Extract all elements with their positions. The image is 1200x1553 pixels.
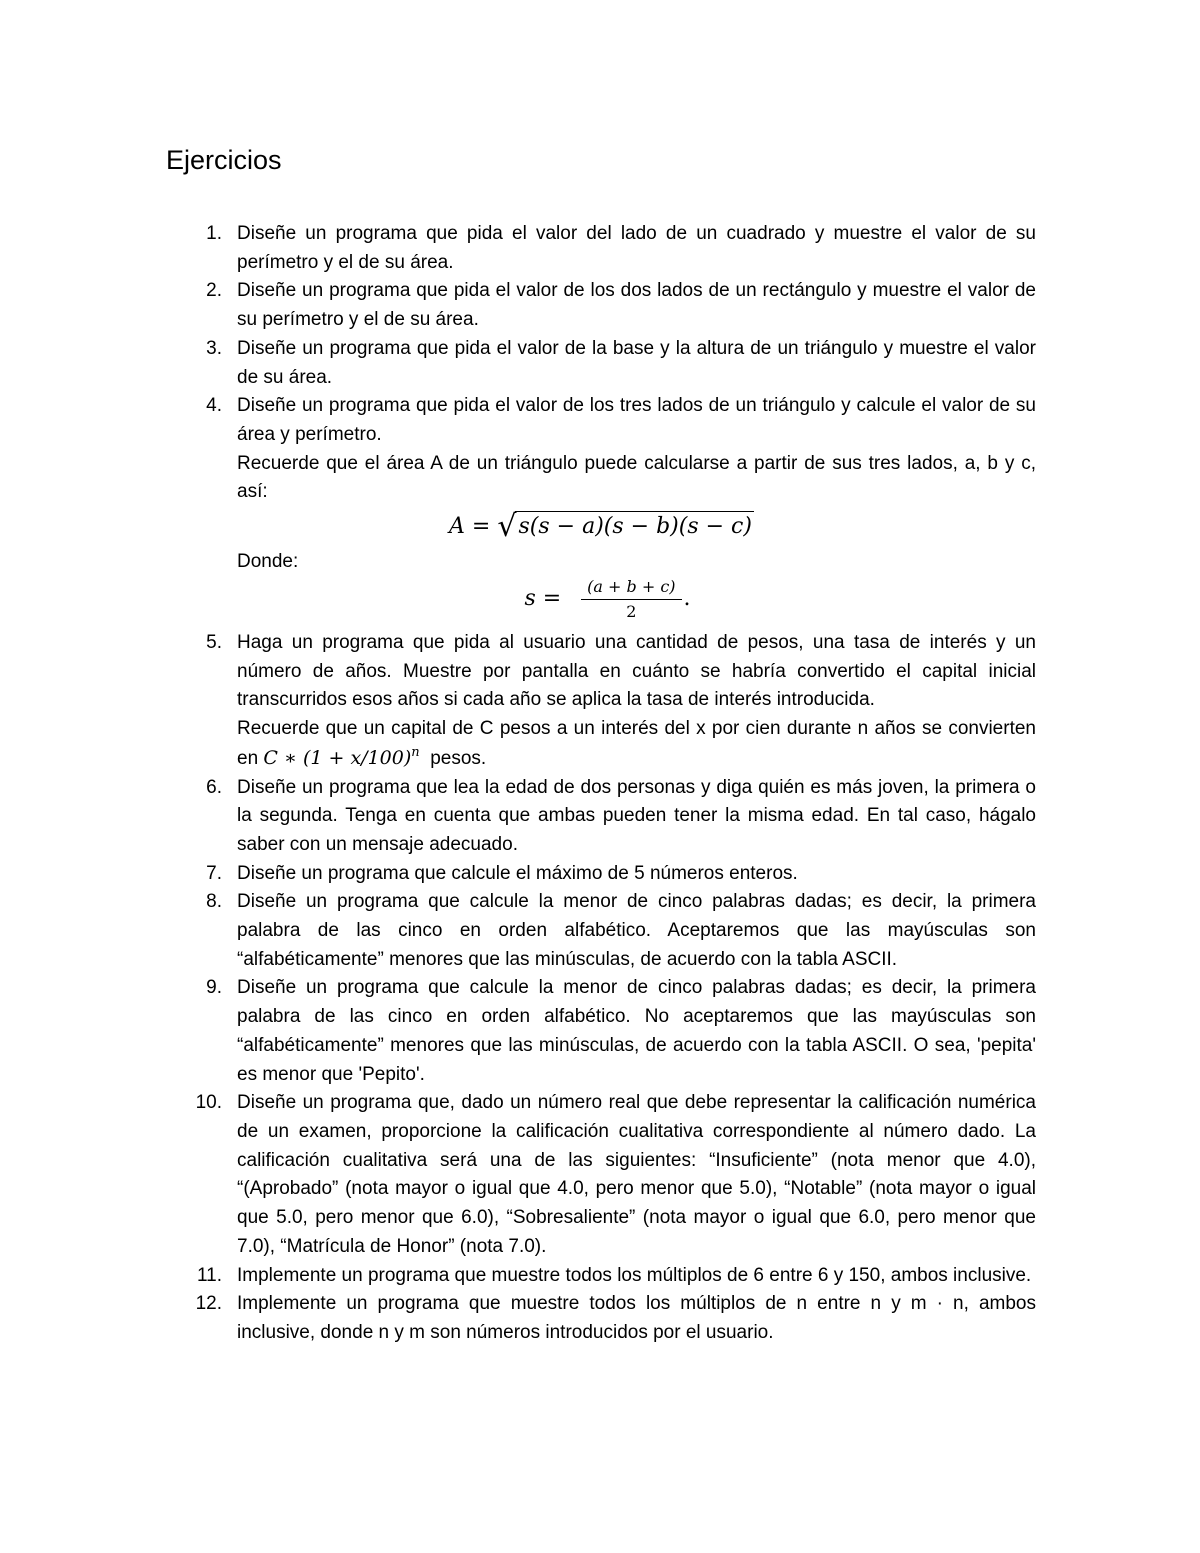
exercise-5 bbox=[166, 629, 1036, 774]
exercise-12 bbox=[166, 1290, 1036, 1347]
exercise-text: Diseñe un programa que pida el valor de los dos lados de un rectángulo y muestre el valor de su perímetro y el de su área. bbox=[237, 280, 1036, 331]
note-end: pesos. bbox=[430, 747, 487, 769]
formula-exponent: n bbox=[411, 744, 420, 760]
fraction bbox=[581, 577, 681, 622]
exercise-number: 11. bbox=[196, 1264, 222, 1286]
exercise-number: 10. bbox=[195, 1092, 222, 1114]
exercise-number: 9. bbox=[206, 977, 222, 999]
compound-interest-formula bbox=[263, 744, 420, 769]
exercise-number: 4. bbox=[206, 395, 222, 417]
exercise-text: Implemente un programa que muestre todos los múltiplos de 6 entre 6 y 150, ambos inclusive. bbox=[237, 1264, 1032, 1286]
exercise-text: Diseñe un programa que calcule el máximo de 5 números enteros. bbox=[237, 862, 798, 884]
exercise-text: Diseñe un programa que calcule la menor de cinco palabras dadas; es decir, la primera palabra de las cinco en orden alfabético. No aceptaremos que las mayúsculas son “alfabéticamente” menores que las minúsculas, de acuerdo con la tabla ASCII. O sea, 'pepita' es menor que 'Pepito'. bbox=[237, 977, 1036, 1085]
exercise-number: 6. bbox=[206, 776, 222, 798]
formula-radicand: s(s − a)(s − b)(s − c) bbox=[515, 511, 754, 542]
exercise-2 bbox=[166, 277, 1036, 334]
exercise-1 bbox=[166, 220, 1036, 277]
exercise-7 bbox=[166, 860, 1036, 889]
exercise-3 bbox=[166, 335, 1036, 392]
note-start: Recuerde que un capital de C pesos a un interés del x por cien durante n años se convierten en bbox=[237, 718, 1036, 769]
exercise-note: Recuerde que el área A de un triángulo puede calcularse a partir de sus tres lados, a, b y c, así: bbox=[237, 452, 1036, 503]
fraction-denominator: 2 bbox=[626, 602, 637, 622]
exercise-number: 1. bbox=[206, 223, 222, 244]
fraction-numerator: (a + b + c) bbox=[581, 577, 681, 600]
exercise-9 bbox=[166, 974, 1036, 1089]
exercise-8 bbox=[166, 888, 1036, 974]
sqrt-icon: √ bbox=[497, 509, 517, 545]
exercise-10 bbox=[166, 1089, 1036, 1261]
formula-lhs: A = bbox=[449, 514, 491, 540]
exercise-number: 7. bbox=[206, 862, 222, 884]
exercise-number: 8. bbox=[206, 891, 222, 913]
exercise-4 bbox=[166, 392, 1036, 629]
s-lhs: s = bbox=[524, 586, 562, 612]
exercise-list bbox=[166, 220, 1036, 1348]
heron-formula bbox=[237, 507, 1036, 547]
exercise-note bbox=[237, 715, 1036, 773]
document-page bbox=[166, 140, 1036, 1348]
exercise-text: Haga un programa que pida al usuario una cantidad de pesos, una tasa de interés y un número de años. Muestre por pantalla en cuánto se habría convertido el capital inicial transcurridos esos años si cada año se aplica la tasa de interés introducida. bbox=[237, 632, 1036, 711]
semiperimeter-formula bbox=[237, 577, 1036, 629]
exercise-number: 3. bbox=[206, 337, 222, 359]
exercise-text: Diseñe un programa que calcule la menor de cinco palabras dadas; es decir, la primera palabra de las cinco en orden alfabético. Aceptaremos que las mayúsculas son “alfabéticamente” menores que las minúsculas, de acuerdo con la tabla ASCII. bbox=[237, 891, 1036, 970]
exercise-text: Diseñe un programa que lea la edad de dos personas y diga quién es más joven, la primera o la segunda. Tenga en cuenta que ambas pueden tener la misma edad. En tal caso, hágalo saber con un mensaje adecuado. bbox=[237, 776, 1036, 855]
page-title: Ejercicios bbox=[166, 145, 282, 175]
exercise-11 bbox=[166, 1262, 1036, 1291]
exercise-text: Diseñe un programa que pida el valor del lado de un cuadrado y muestre el valor de su perímetro y el de su área. bbox=[237, 223, 1036, 273]
exercise-number: 2. bbox=[206, 280, 222, 302]
donde-label: Donde: bbox=[237, 551, 299, 573]
exercise-text: Diseñe un programa que pida el valor de los tres lados de un triángulo y calcule el valor de su área y perímetro. bbox=[237, 395, 1036, 445]
exercise-text: Implemente un programa que muestre todos los múltiplos de n entre n y m · n, ambos inclusive, donde n y m son números introducidos por el usuario. bbox=[237, 1293, 1036, 1343]
exercise-number: 5. bbox=[206, 632, 222, 654]
exercise-text: Diseñe un programa que, dado un número real que debe representar la calificación numérica de un examen, proporcione la calificación cualitativa correspondiente al número dado. La calificación cualitativa será una de las siguientes: “Insuficiente” (nota menor que 4.0), “(Aprobado” (nota mayor o igual que 4.0, pero menor que 5.0), “Notable” (nota mayor o igual que 5.0, pero menor que 6.0), “Sobresaliente” (nota mayor o igual que 6.0, pero menor que 7.0), “Matrícula de Honor” (nota 7.0). bbox=[237, 1092, 1036, 1257]
formula-base: C ∗ (1 + x/100) bbox=[263, 746, 412, 769]
exercise-number: 12. bbox=[195, 1293, 222, 1315]
exercise-text: Diseñe un programa que pida el valor de la base y la altura de un triángulo y muestre el valor de su área. bbox=[237, 337, 1036, 388]
formula-period: . bbox=[683, 586, 691, 612]
exercise-6 bbox=[166, 774, 1036, 860]
